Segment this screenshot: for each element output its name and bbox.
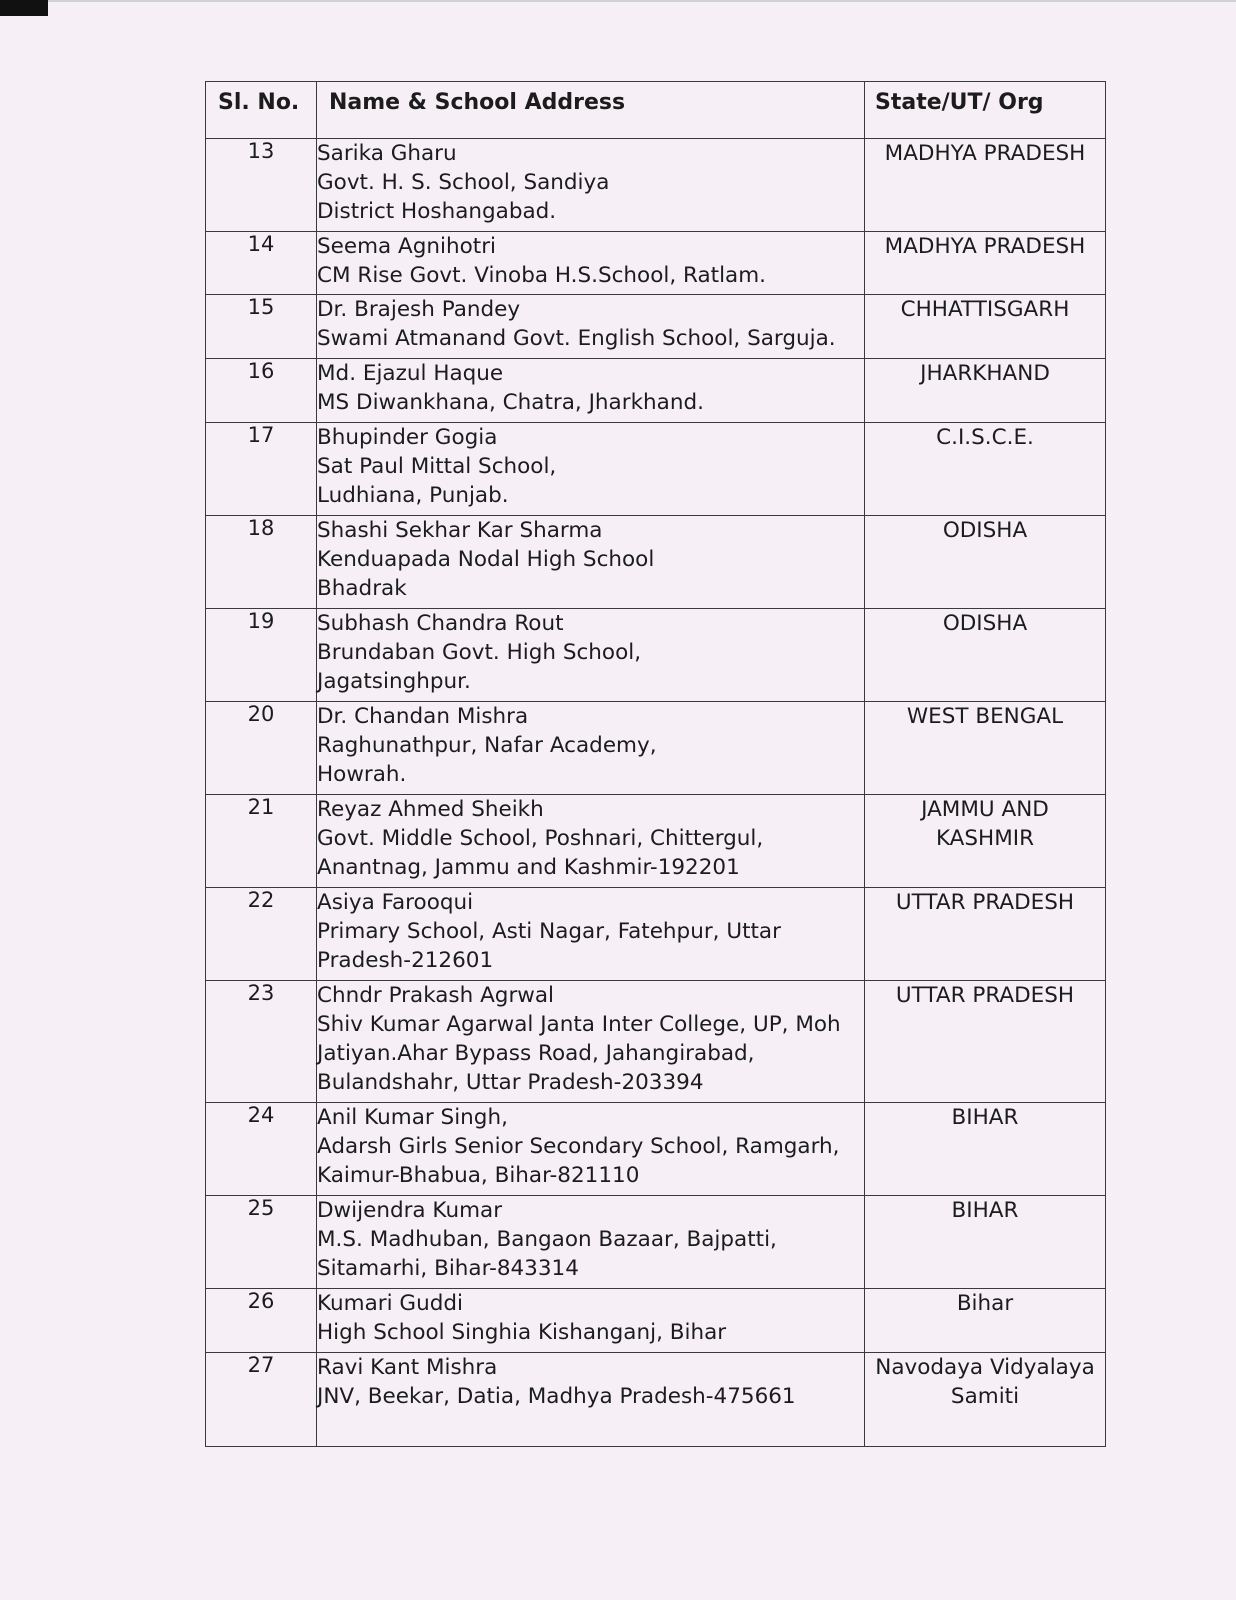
state-text: CHHATTISGARH bbox=[900, 297, 1070, 322]
state-text: UTTAR PRADESH bbox=[895, 983, 1075, 1008]
cell-state bbox=[865, 1353, 1106, 1447]
cell-sl-no: 22 bbox=[206, 888, 317, 981]
cell-sl-no: 24 bbox=[206, 1103, 317, 1196]
school-address-line: Primary School, Asti Nagar, Fatehpur, Uttar bbox=[317, 919, 781, 944]
school-address-line: District Hoshangabad. bbox=[317, 199, 557, 224]
state-text: C.I.S.C.E. bbox=[936, 425, 1034, 450]
school-address-line: Kenduapada Nodal High School bbox=[317, 547, 655, 572]
header-sl-no: Sl. No. bbox=[206, 82, 317, 139]
cell-state bbox=[865, 702, 1106, 795]
table-row bbox=[206, 609, 1106, 702]
cell-state bbox=[865, 516, 1106, 609]
cell-sl-no: 26 bbox=[206, 1289, 317, 1353]
cell-name-address bbox=[317, 232, 865, 295]
state-text: Bihar bbox=[956, 1291, 1014, 1316]
table-row bbox=[206, 1353, 1106, 1447]
cell-state bbox=[865, 795, 1106, 888]
teacher-name: Seema Agnihotri bbox=[317, 234, 497, 259]
school-address-line: Swami Atmanand Govt. English School, Sarguja. bbox=[317, 326, 836, 351]
table-row bbox=[206, 1196, 1106, 1289]
school-address-line: JNV, Beekar, Datia, Madhya Pradesh-475661 bbox=[317, 1384, 796, 1409]
table-row bbox=[206, 795, 1106, 888]
cell-name-address bbox=[317, 1103, 865, 1196]
school-address-line: Jagatsinghpur. bbox=[317, 669, 471, 694]
teacher-name: Ravi Kant Mishra bbox=[317, 1355, 498, 1380]
table-row bbox=[206, 1289, 1106, 1353]
teacher-name: Kumari Guddi bbox=[317, 1291, 463, 1316]
cell-sl-no: 17 bbox=[206, 423, 317, 516]
school-address-line: Govt. H. S. School, Sandiya bbox=[317, 170, 610, 195]
school-address-line: MS Diwankhana, Chatra, Jharkhand. bbox=[317, 390, 704, 415]
teacher-name: Shashi Sekhar Kar Sharma bbox=[317, 518, 603, 543]
cell-name-address bbox=[317, 981, 865, 1103]
school-address-line: Sat Paul Mittal School, bbox=[317, 454, 557, 479]
table-row bbox=[206, 359, 1106, 423]
cell-state bbox=[865, 1289, 1106, 1353]
teacher-name: Chndr Prakash Agrwal bbox=[317, 983, 555, 1008]
state-text: WEST BENGAL bbox=[906, 704, 1064, 729]
school-address-line: Shiv Kumar Agarwal Janta Inter College, UP, Moh bbox=[317, 1012, 841, 1037]
cell-state bbox=[865, 423, 1106, 516]
teacher-name: Bhupinder Gogia bbox=[317, 425, 498, 450]
school-address-line: Sitamarhi, Bihar-843314 bbox=[317, 1256, 579, 1281]
table-row bbox=[206, 1103, 1106, 1196]
scan-corner-mark bbox=[0, 0, 48, 16]
cell-sl-no: 21 bbox=[206, 795, 317, 888]
table-row bbox=[206, 981, 1106, 1103]
cell-state bbox=[865, 609, 1106, 702]
state-text: ODISHA bbox=[942, 611, 1028, 636]
table-row bbox=[206, 888, 1106, 981]
state-text: BIHAR bbox=[951, 1198, 1019, 1223]
table-body bbox=[206, 139, 1106, 1447]
cell-name-address bbox=[317, 888, 865, 981]
state-text: Navodaya Vidyalaya bbox=[875, 1355, 1095, 1380]
cell-state bbox=[865, 359, 1106, 423]
school-address-line: Ludhiana, Punjab. bbox=[317, 483, 509, 508]
cell-sl-no: 14 bbox=[206, 232, 317, 295]
school-address-line: Kaimur-Bhabua, Bihar-821110 bbox=[317, 1163, 640, 1188]
table-row bbox=[206, 516, 1106, 609]
cell-name-address bbox=[317, 1289, 865, 1353]
cell-sl-no: 15 bbox=[206, 295, 317, 359]
teacher-name: Dr. Brajesh Pandey bbox=[317, 297, 521, 322]
cell-name-address bbox=[317, 359, 865, 423]
state-text: UTTAR PRADESH bbox=[895, 890, 1075, 915]
cell-sl-no: 19 bbox=[206, 609, 317, 702]
school-address-line: Howrah. bbox=[317, 762, 407, 787]
cell-state bbox=[865, 139, 1106, 232]
cell-name-address bbox=[317, 423, 865, 516]
school-address-line: Pradesh-212601 bbox=[317, 948, 494, 973]
header-name-address: Name & School Address bbox=[317, 82, 865, 139]
table-row bbox=[206, 139, 1106, 232]
school-address-line: High School Singhia Kishanganj, Bihar bbox=[317, 1320, 727, 1345]
cell-state bbox=[865, 888, 1106, 981]
cell-name-address bbox=[317, 516, 865, 609]
cell-sl-no: 25 bbox=[206, 1196, 317, 1289]
table-row bbox=[206, 232, 1106, 295]
state-text: JHARKHAND bbox=[920, 361, 1050, 386]
teacher-name: Anil Kumar Singh, bbox=[317, 1105, 508, 1130]
cell-name-address bbox=[317, 1196, 865, 1289]
table-row bbox=[206, 295, 1106, 359]
cell-name-address bbox=[317, 139, 865, 232]
cell-sl-no: 23 bbox=[206, 981, 317, 1103]
state-text: BIHAR bbox=[951, 1105, 1019, 1130]
school-address-line: Raghunathpur, Nafar Academy, bbox=[317, 733, 657, 758]
cell-name-address bbox=[317, 795, 865, 888]
teacher-name: Subhash Chandra Rout bbox=[317, 611, 564, 636]
school-address-line: Govt. Middle School, Poshnari, Chittergul, bbox=[317, 826, 764, 851]
scan-top-edge bbox=[48, 0, 1236, 2]
header-state: State/UT/ Org bbox=[865, 82, 1106, 139]
teacher-name: Reyaz Ahmed Sheikh bbox=[317, 797, 544, 822]
cell-sl-no: 20 bbox=[206, 702, 317, 795]
state-text: KASHMIR bbox=[935, 826, 1035, 851]
school-address-line: CM Rise Govt. Vinoba H.S.School, Ratlam. bbox=[317, 263, 767, 288]
school-address-line: M.S. Madhuban, Bangaon Bazaar, Bajpatti, bbox=[317, 1227, 777, 1252]
cell-sl-no: 16 bbox=[206, 359, 317, 423]
table-row bbox=[206, 702, 1106, 795]
cell-state bbox=[865, 981, 1106, 1103]
state-text: Samiti bbox=[950, 1384, 1020, 1409]
school-address-line: Adarsh Girls Senior Secondary School, Ramgarh, bbox=[317, 1134, 840, 1159]
cell-state bbox=[865, 1196, 1106, 1289]
state-text: JAMMU AND bbox=[921, 797, 1049, 822]
cell-name-address bbox=[317, 609, 865, 702]
cell-sl-no: 27 bbox=[206, 1353, 317, 1447]
school-address-line: Brundaban Govt. High School, bbox=[317, 640, 642, 665]
cell-sl-no: 18 bbox=[206, 516, 317, 609]
school-address-line: Bulandshahr, Uttar Pradesh-203394 bbox=[317, 1070, 704, 1095]
cell-state bbox=[865, 1103, 1106, 1196]
state-text: ODISHA bbox=[942, 518, 1028, 543]
teachers-table bbox=[205, 81, 1106, 1447]
teacher-name: Dr. Chandan Mishra bbox=[317, 704, 529, 729]
teacher-name: Md. Ejazul Haque bbox=[317, 361, 504, 386]
cell-name-address bbox=[317, 295, 865, 359]
cell-state bbox=[865, 295, 1106, 359]
table-row bbox=[206, 423, 1106, 516]
state-text: MADHYA PRADESH bbox=[884, 141, 1086, 166]
table-header-row bbox=[206, 82, 1106, 139]
school-address-line: Anantnag, Jammu and Kashmir-192201 bbox=[317, 855, 740, 880]
school-address-line: Bhadrak bbox=[317, 576, 407, 601]
teacher-name: Dwijendra Kumar bbox=[317, 1198, 503, 1223]
cell-name-address bbox=[317, 1353, 865, 1447]
state-text: MADHYA PRADESH bbox=[884, 234, 1086, 259]
teacher-name: Asiya Farooqui bbox=[317, 890, 474, 915]
school-address-line: Jatiyan.Ahar Bypass Road, Jahangirabad, bbox=[317, 1041, 755, 1066]
cell-sl-no: 13 bbox=[206, 139, 317, 232]
cell-name-address bbox=[317, 702, 865, 795]
teacher-name: Sarika Gharu bbox=[317, 141, 457, 166]
cell-state bbox=[865, 232, 1106, 295]
